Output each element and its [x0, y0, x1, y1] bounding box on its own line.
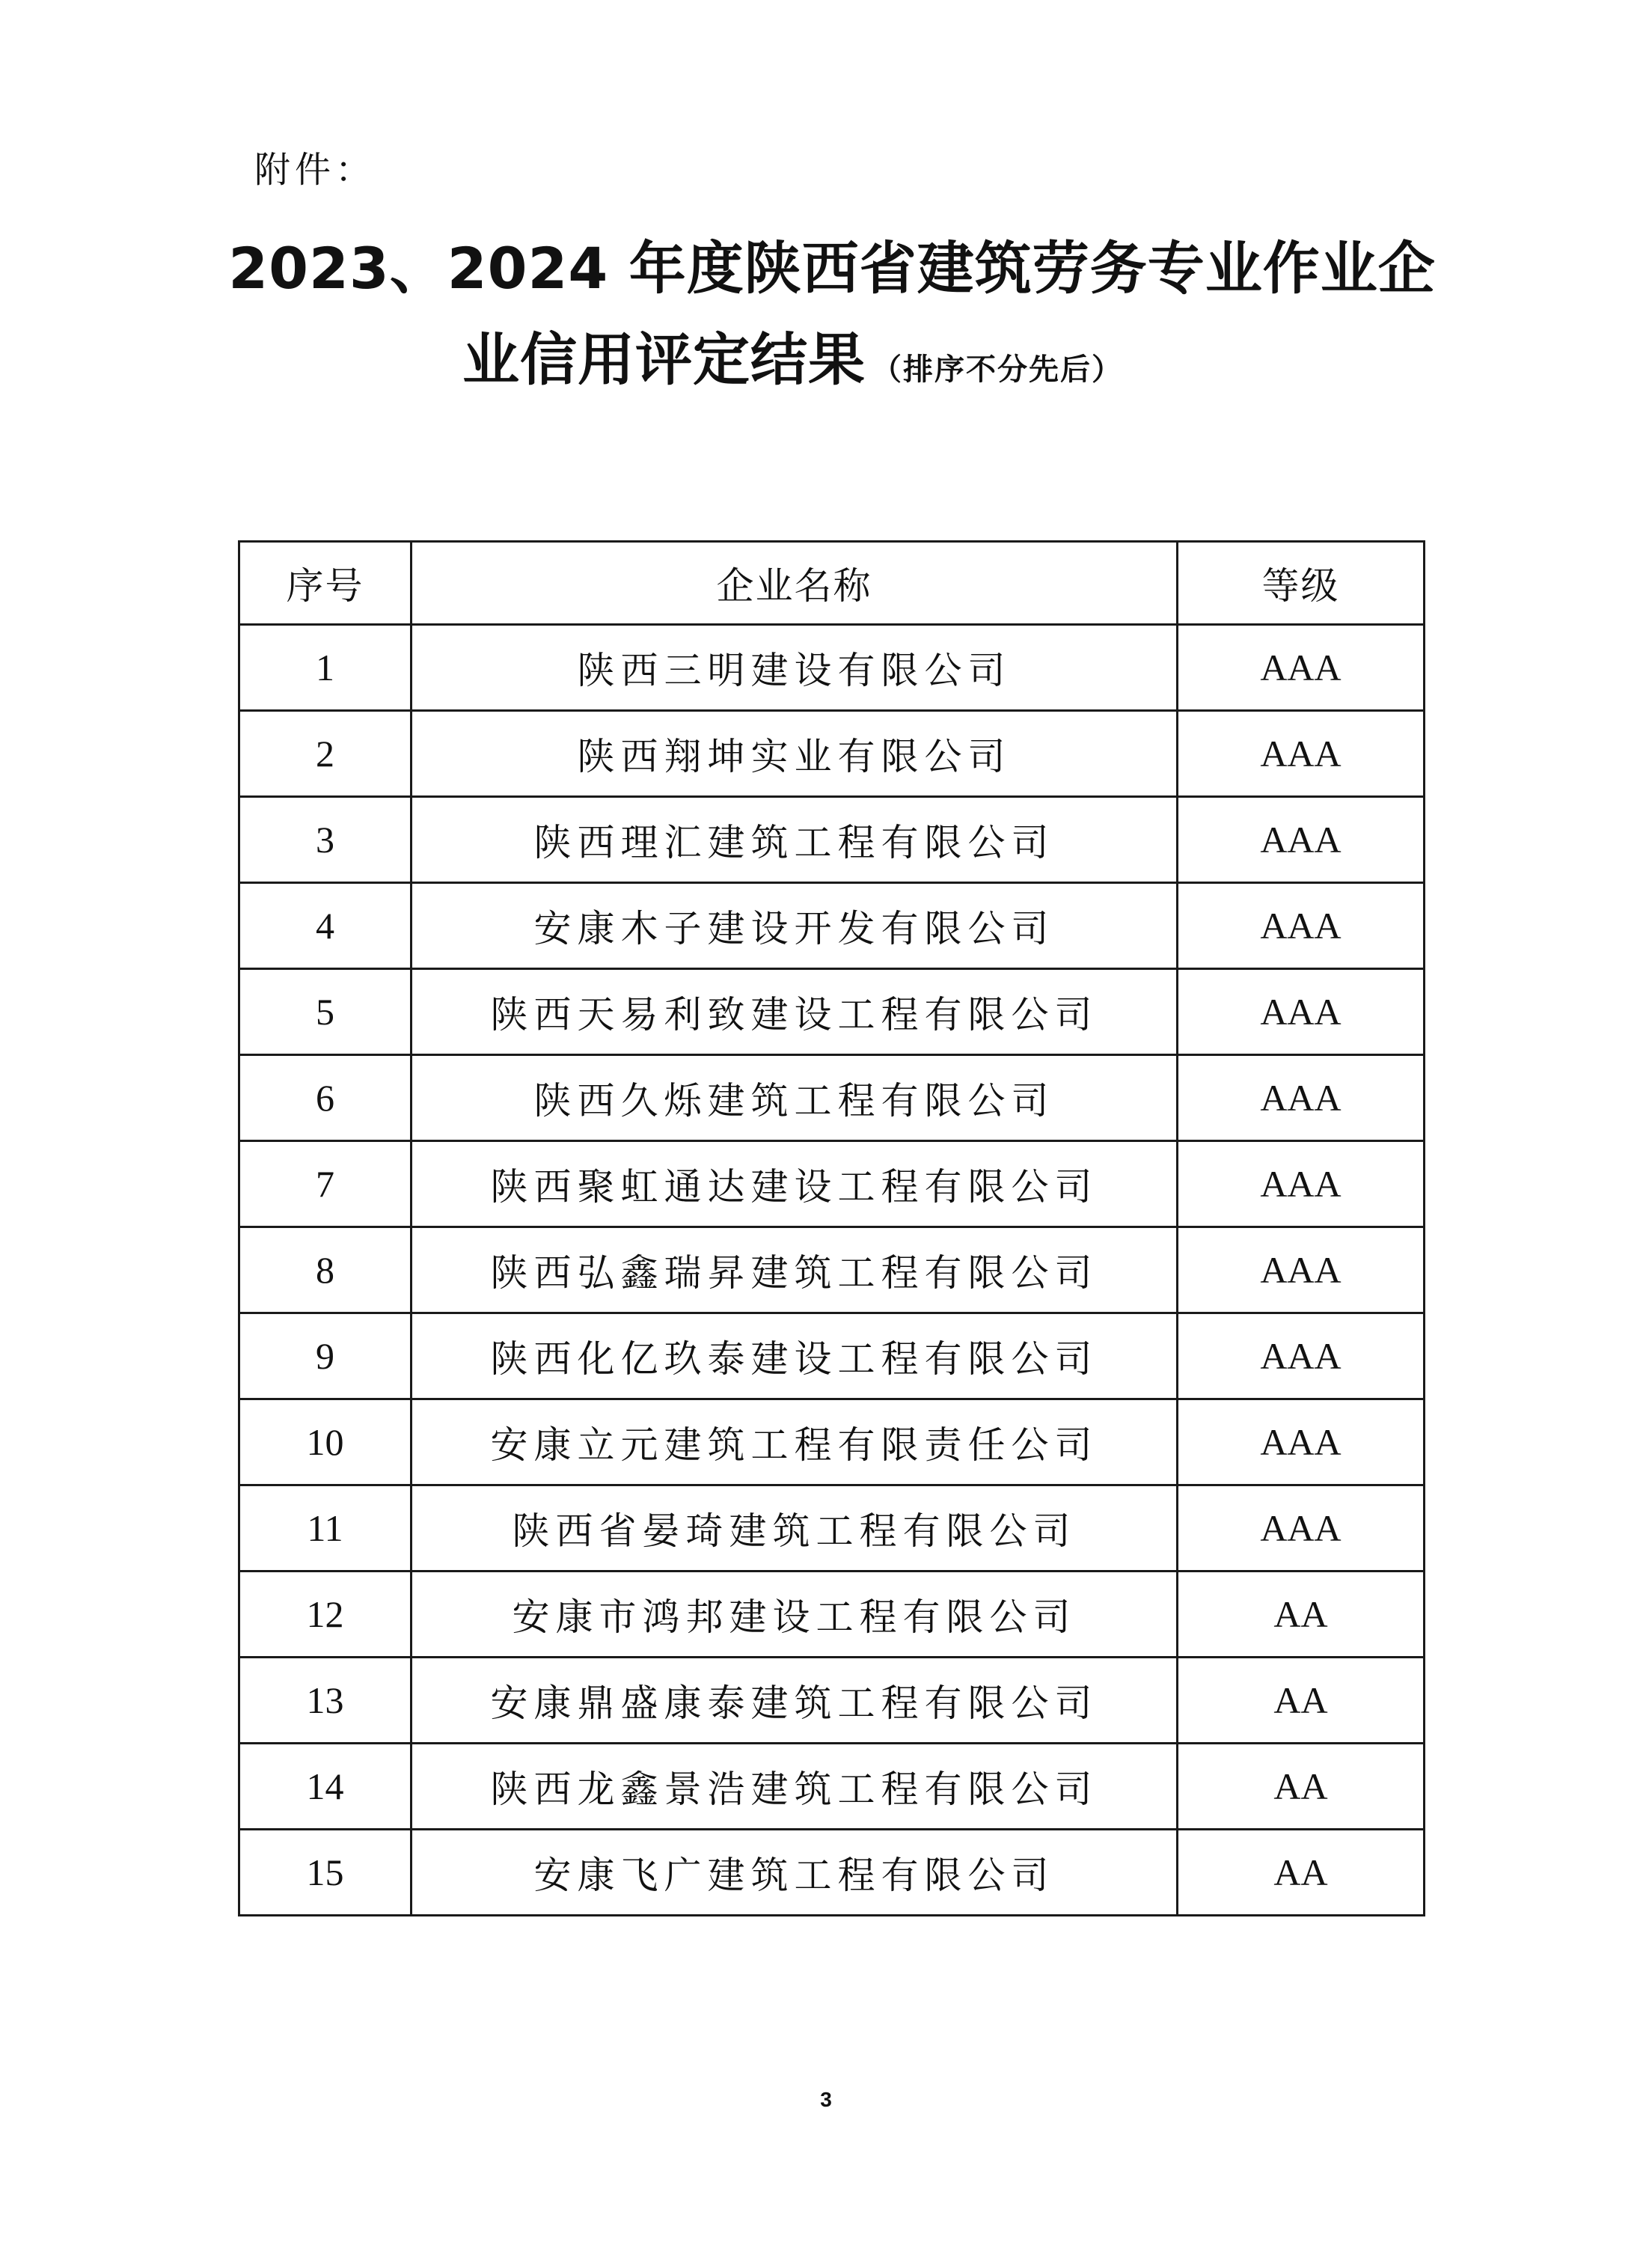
- row-company-name: 安康立元建筑工程有限责任公司: [412, 1399, 1178, 1485]
- row-company-name: 陕西翔坤实业有限公司: [412, 711, 1178, 797]
- row-grade: AAA: [1178, 1227, 1425, 1313]
- row-grade: AA: [1178, 1572, 1425, 1658]
- row-grade: AA: [1178, 1830, 1425, 1916]
- row-seq: 5: [239, 969, 412, 1055]
- row-seq: 6: [239, 1055, 412, 1141]
- page-number: 3: [820, 2088, 832, 2111]
- row-company-name: 陕西聚虹通达建设工程有限公司: [412, 1141, 1178, 1227]
- document-title-line-1: 2023、2024 年度陕西省建筑劳务专业作业企: [228, 235, 1436, 302]
- row-seq: 4: [239, 883, 412, 969]
- table-row: [239, 625, 1425, 711]
- table-row: [239, 1313, 1425, 1399]
- row-grade: AAA: [1178, 1313, 1425, 1399]
- row-seq: 14: [239, 1744, 412, 1830]
- header-seq: 序号: [239, 542, 412, 625]
- row-company-name: 安康鼎盛康泰建筑工程有限公司: [412, 1658, 1178, 1744]
- table-row: [239, 1227, 1425, 1313]
- row-seq: 1: [239, 625, 412, 711]
- row-seq: 10: [239, 1399, 412, 1485]
- credit-rating-table: [238, 540, 1425, 1916]
- row-company-name: 陕西久烁建筑工程有限公司: [412, 1055, 1178, 1141]
- row-seq: 12: [239, 1572, 412, 1658]
- document-title-main: 业信用评定结果: [462, 326, 866, 393]
- table-row: [239, 797, 1425, 883]
- row-company-name: 安康飞广建筑工程有限公司: [412, 1830, 1178, 1916]
- row-grade: AA: [1178, 1658, 1425, 1744]
- header-grade: 等级: [1178, 542, 1425, 625]
- row-seq: 3: [239, 797, 412, 883]
- row-grade: AAA: [1178, 1141, 1425, 1227]
- table-row: [239, 1830, 1425, 1916]
- attachment-label: 附件：: [254, 149, 376, 191]
- row-grade: AA: [1178, 1744, 1425, 1830]
- table-row: [239, 1572, 1425, 1658]
- row-company-name: 陕西龙鑫景浩建筑工程有限公司: [412, 1744, 1178, 1830]
- table-row: [239, 883, 1425, 969]
- table-row: [239, 1141, 1425, 1227]
- row-grade: AAA: [1178, 883, 1425, 969]
- row-seq: 13: [239, 1658, 412, 1744]
- document-title-line-2: [0, 314, 1652, 396]
- row-seq: 9: [239, 1313, 412, 1399]
- row-grade: AAA: [1178, 1485, 1425, 1572]
- table-row: [239, 711, 1425, 797]
- table-header-row: [239, 542, 1425, 625]
- row-grade: AAA: [1178, 1055, 1425, 1141]
- row-grade: AAA: [1178, 969, 1425, 1055]
- row-seq: 15: [239, 1830, 412, 1916]
- row-company-name: 陕西弘鑫瑞昇建筑工程有限公司: [412, 1227, 1178, 1313]
- table-row: [239, 1744, 1425, 1830]
- row-company-name: 安康木子建设开发有限公司: [412, 883, 1178, 969]
- row-company-name: 陕西化亿玖泰建设工程有限公司: [412, 1313, 1178, 1399]
- table-row: [239, 1658, 1425, 1744]
- header-company-name: 企业名称: [412, 542, 1178, 625]
- table-row: [239, 969, 1425, 1055]
- row-grade: AAA: [1178, 711, 1425, 797]
- row-company-name: 陕西天易利致建设工程有限公司: [412, 969, 1178, 1055]
- table-row: [239, 1485, 1425, 1572]
- row-seq: 8: [239, 1227, 412, 1313]
- row-grade: AAA: [1178, 625, 1425, 711]
- row-company-name: 安康市鸿邦建设工程有限公司: [412, 1572, 1178, 1658]
- row-seq: 7: [239, 1141, 412, 1227]
- row-grade: AAA: [1178, 1399, 1425, 1485]
- row-seq: 2: [239, 711, 412, 797]
- row-company-name: 陕西理汇建筑工程有限公司: [412, 797, 1178, 883]
- row-company-name: 陕西三明建设有限公司: [412, 625, 1178, 711]
- document-title-note: （排序不分先后）: [872, 352, 1123, 387]
- row-company-name: 陕西省晏琦建筑工程有限公司: [412, 1485, 1178, 1572]
- table-row: [239, 1399, 1425, 1485]
- table-row: [239, 1055, 1425, 1141]
- row-grade: AAA: [1178, 797, 1425, 883]
- row-seq: 11: [239, 1485, 412, 1572]
